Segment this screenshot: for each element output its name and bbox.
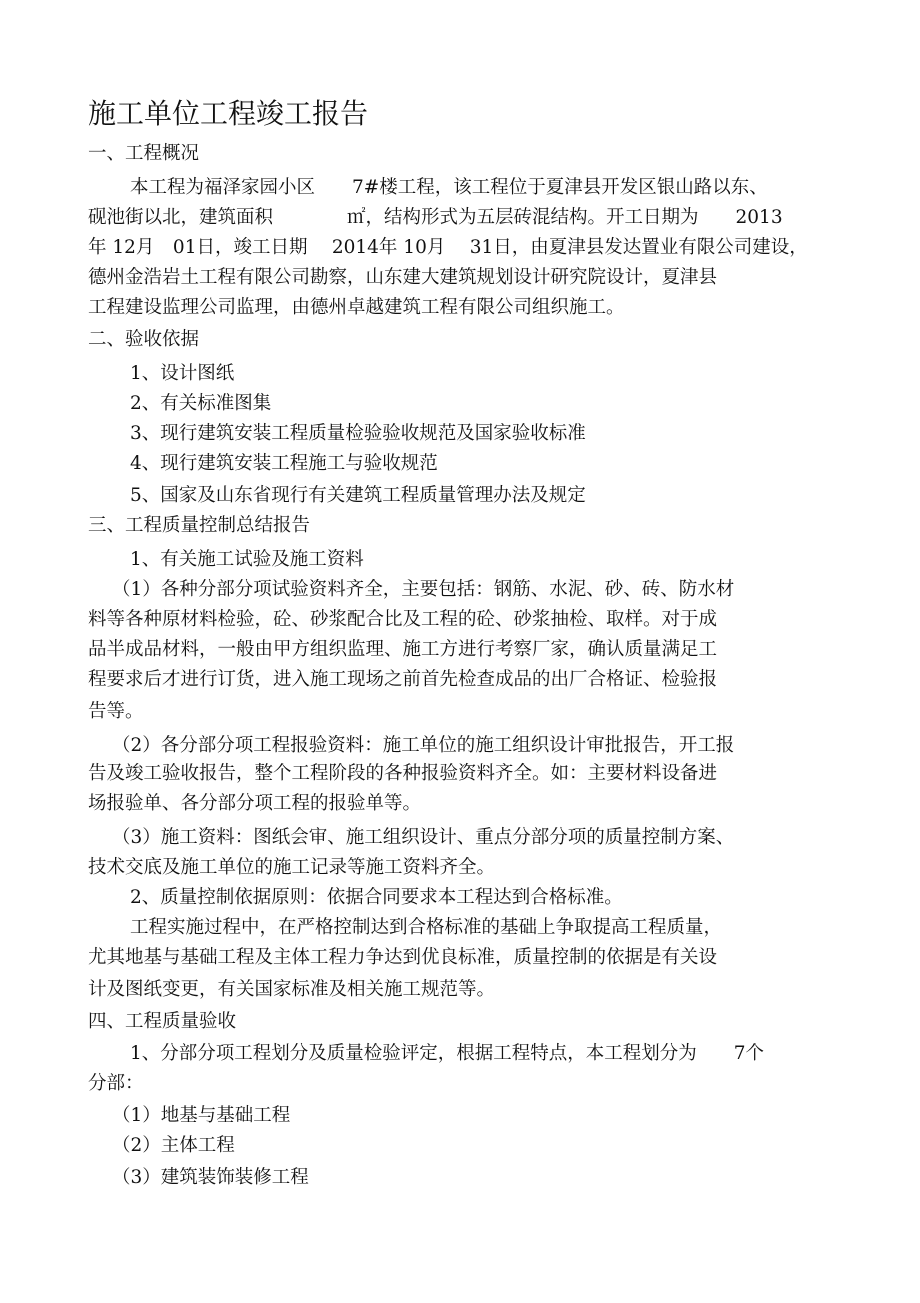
- qc-p3-line-1: （3）施工资料：图纸会审、施工组织设计、重点分部分项的质量控制方案、: [112, 827, 735, 848]
- section-heading-acceptance: 四、工程质量验收: [88, 1011, 237, 1032]
- acceptance-item-2: （2）主体工程: [112, 1135, 235, 1156]
- qc-p2-line-1: （2）各分部分项工程报验资料：施工单位的施工组织设计审批报告，开工报: [112, 735, 735, 756]
- basis-item-3: 3、现行建筑安装工程质量检验验收规范及国家验收标准: [130, 423, 586, 444]
- overview-line-2: 砚池街以北，建筑面积 ㎡，结构形式为五层砖混结构。开工日期为 2013: [88, 207, 783, 228]
- acceptance-sub1-line-2: 分部：: [88, 1073, 144, 1094]
- acceptance-sub1-line-1: 1、分部分项工程划分及质量检验评定，根据工程特点，本工程划分为 7个: [130, 1043, 765, 1064]
- section-heading-quality-control: 三、工程质量控制总结报告: [88, 515, 311, 536]
- qc-p1-line-3: 品半成品材料，一般由甲方组织监理、施工方进行考察厂家，确认质量满足工: [88, 639, 718, 660]
- basis-item-4: 4、现行建筑安装工程施工与验收规范: [130, 453, 438, 474]
- section-heading-overview: 一、工程概况: [88, 143, 200, 164]
- qc-p1-line-1: （1）各种分部分项试验资料齐全，主要包括：钢筋、水泥、砂、砖、防水材: [112, 579, 735, 600]
- qc-p4-line-1: 工程实施过程中，在严格控制达到合格标准的基础上争取提高工程质量，: [130, 917, 723, 938]
- qc-p2-line-2: 告及竣工验收报告，整个工程阶段的各种报验资料齐全。如：主要材料设备进: [88, 763, 718, 784]
- qc-p3-line-2: 技术交底及施工单位的施工记录等施工资料齐全。: [88, 857, 496, 878]
- overview-line-1: 本工程为福泽家园小区 7#楼工程，该工程位于夏津县开发区银山路以东、: [130, 177, 768, 198]
- overview-line-4: 德州金浩岩土工程有限公司勘察，山东建大建筑规划设计研究院设计，夏津县: [88, 267, 718, 288]
- acceptance-item-1: （1）地基与基础工程: [112, 1105, 291, 1126]
- qc-p4-line-3: 计及图纸变更，有关国家标准及相关施工规范等。: [88, 979, 496, 1000]
- basis-item-5: 5、国家及山东省现行有关建筑工程质量管理办法及规定: [130, 485, 586, 506]
- basis-item-2: 2、有关标准图集: [130, 393, 272, 414]
- qc-p1-line-4: 程要求后才进行订货，进入施工现场之前首先检查成品的出厂合格证、检验报: [88, 669, 718, 690]
- qc-subheading-1: 1、有关施工试验及施工资料: [130, 549, 364, 570]
- qc-subheading-2: 2、质量控制依据原则：依据合同要求本工程达到合格标准。: [130, 887, 623, 908]
- overview-line-3: 年 12月 01日，竣工日期 2014年 10月 31日，由夏津县发达置业有限公司建设，: [88, 237, 808, 258]
- qc-p1-line-5: 告等。: [88, 701, 144, 722]
- section-heading-basis: 二、验收依据: [88, 329, 200, 350]
- overview-line-5: 工程建设监理公司监理，由德州卓越建筑工程有限公司组织施工。: [88, 297, 625, 318]
- qc-p2-line-3: 场报验单、各分部分项工程的报验单等。: [88, 793, 422, 814]
- qc-p1-line-2: 料等各种原材料检验，砼、砂浆配合比及工程的砼、砂浆抽检、取样。对于成: [88, 609, 718, 630]
- qc-p4-line-2: 尤其地基与基础工程及主体工程力争达到优良标准，质量控制的依据是有关设: [88, 947, 718, 968]
- basis-item-1: 1、设计图纸: [130, 363, 235, 384]
- acceptance-item-3: （3）建筑装饰装修工程: [112, 1167, 309, 1188]
- document-title: 施工单位工程竣工报告: [88, 97, 369, 130]
